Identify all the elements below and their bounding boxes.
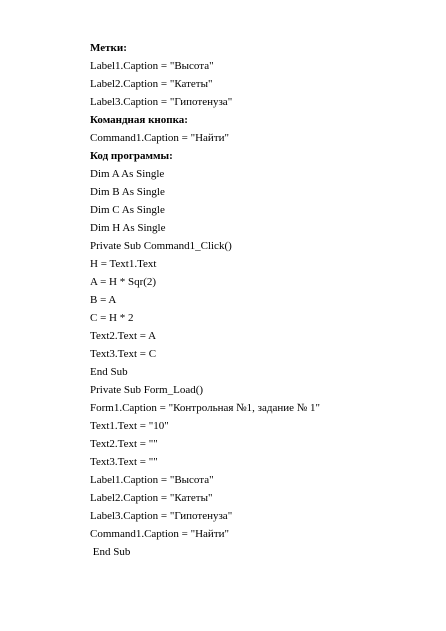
code-line: B = A bbox=[90, 294, 117, 306]
code-line: Form1.Caption = "Контрольная №1, задание № 1" bbox=[90, 402, 321, 414]
code-line: Label3.Caption = "Гипотенуза" bbox=[90, 96, 233, 108]
code-line: A = H * Sqr(2) bbox=[90, 276, 157, 288]
code-line: Label3.Caption = "Гипотенуза" bbox=[90, 510, 233, 522]
code-line: Command1.Caption = "Найти" bbox=[90, 528, 230, 540]
code-line: Text3.Text = C bbox=[90, 348, 157, 360]
code-line: Label1.Caption = "Высота" bbox=[90, 474, 214, 486]
code-line: Private Sub Form_Load() bbox=[90, 384, 204, 396]
code-line: Dim A As Single bbox=[90, 168, 165, 180]
code-line: Text2.Text = A bbox=[90, 330, 157, 342]
code-line: H = Text1.Text bbox=[90, 258, 157, 270]
code-line: Text2.Text = "" bbox=[90, 438, 158, 450]
code-line: Command1.Caption = "Найти" bbox=[90, 132, 230, 144]
code-line: Dim B As Single bbox=[90, 186, 165, 198]
section-heading: Код программы: bbox=[90, 150, 173, 162]
code-line: C = H * 2 bbox=[90, 312, 134, 324]
section-heading: Метки: bbox=[90, 42, 127, 54]
code-line: Dim C As Single bbox=[90, 204, 165, 216]
code-line: Dim H As Single bbox=[90, 222, 166, 234]
code-line: Label1.Caption = "Высота" bbox=[90, 60, 214, 72]
section-heading: Командная кнопка: bbox=[90, 114, 188, 126]
code-line: Label2.Caption = "Катеты" bbox=[90, 492, 213, 504]
code-line: End Sub bbox=[90, 366, 128, 378]
code-line: Label2.Caption = "Катеты" bbox=[90, 78, 213, 90]
code-line: Text1.Text = "10" bbox=[90, 420, 169, 432]
code-line: End Sub bbox=[90, 546, 131, 558]
code-listing bbox=[90, 39, 320, 561]
code-line: Private Sub Command1_Click() bbox=[90, 240, 232, 252]
code-line: Text3.Text = "" bbox=[90, 456, 158, 468]
